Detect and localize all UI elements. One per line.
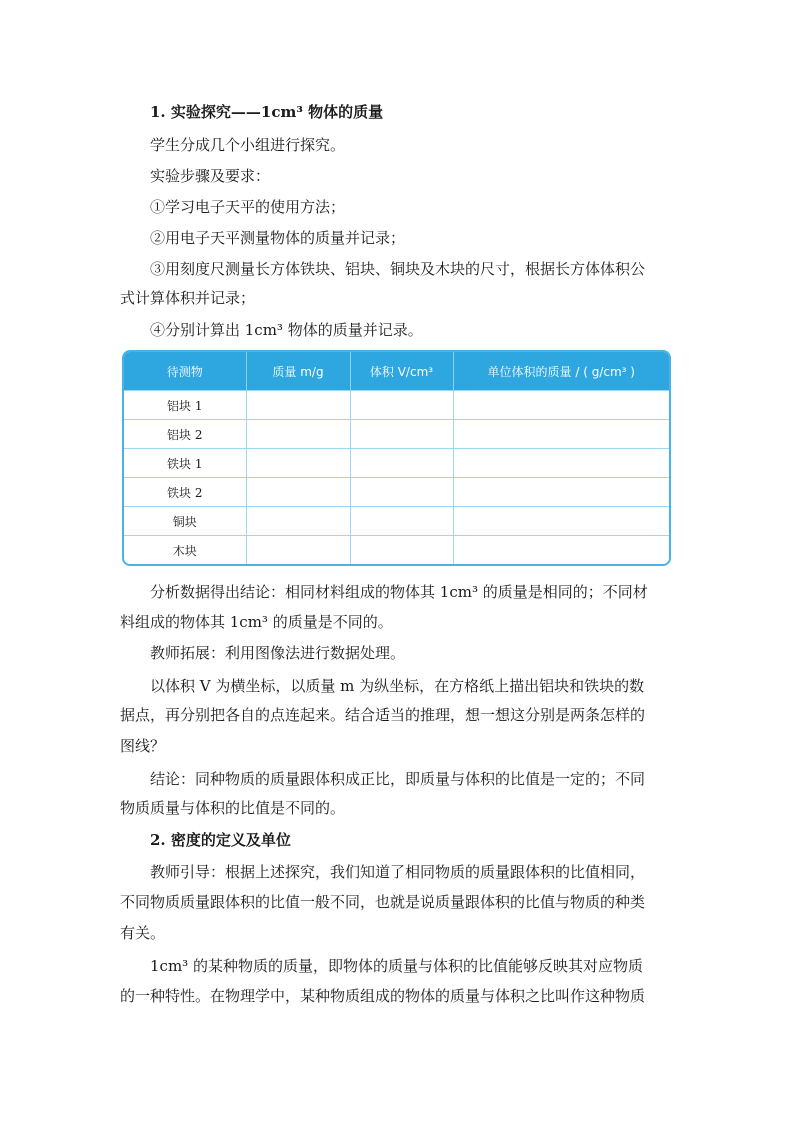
guide-line1: 教师引导：根据上述探究，我们知道了相同物质的质量跟体积的比值相同，: [150, 863, 646, 881]
step-2: ②用电子天平测量物体的质量并记录；: [150, 229, 406, 247]
guide-line2: 不同物质质量跟体积的比值一般不同，也就是说质量跟体积的比值与物质的种类: [120, 893, 646, 911]
steps-title: 实验步骤及要求：: [150, 167, 271, 185]
volume-cell: [350, 536, 453, 565]
table-row: [124, 420, 669, 449]
teacher-extension: 教师拓展：利用图像法进行数据处理。: [150, 644, 406, 662]
mass-cell: [246, 420, 350, 449]
table-row: [124, 391, 669, 420]
header-mass: 质量 m/g: [246, 352, 350, 391]
row-label: 铁块 1: [124, 449, 246, 478]
header-unit-mass: 单位体积的质量 / ( g/cm³ ): [453, 352, 669, 391]
table-row: [124, 478, 669, 507]
volume-cell: [350, 420, 453, 449]
row-label: 铝块 1: [124, 391, 246, 420]
table-header-row: [124, 352, 669, 391]
row-label: 铜块: [124, 507, 246, 536]
graph-line3: 图线？: [120, 737, 166, 755]
conclusion-line2: 物质质量与体积的比值是不同的。: [120, 799, 346, 817]
section2-heading: 2. 密度的定义及单位: [150, 831, 291, 849]
definition-line2: 的一种特性。在物理学中，某种物质组成的物体的质量与体积之比叫作这种物质: [120, 987, 646, 1005]
volume-cell: [350, 478, 453, 507]
intro-text: 学生分成几个小组进行探究。: [150, 136, 346, 154]
table-row: [124, 536, 669, 565]
analysis-line2: 料组成的物体其 1cm³ 的质量是不同的。: [120, 613, 393, 631]
analysis-line1: 分析数据得出结论：相同材料组成的物体其 1cm³ 的质量是相同的；不同材: [150, 583, 648, 601]
unit-mass-cell: [453, 449, 669, 478]
row-label: 铝块 2: [124, 420, 246, 449]
guide-line3: 有关。: [120, 924, 166, 942]
unit-mass-cell: [453, 478, 669, 507]
step-4: ④分别计算出 1cm³ 物体的质量并记录。: [150, 321, 423, 339]
row-label: 铁块 2: [124, 478, 246, 507]
step-3-line2: 式计算体积并记录；: [120, 289, 256, 307]
volume-cell: [350, 391, 453, 420]
mass-cell: [246, 507, 350, 536]
unit-mass-cell: [453, 391, 669, 420]
section1-heading: 1. 实验探究——1cm³ 物体的质量: [150, 103, 384, 121]
graph-line2: 据点，再分别把各自的点连起来。结合适当的推理，想一想这分别是两条怎样的: [120, 706, 646, 724]
table-row: [124, 449, 669, 478]
volume-cell: [350, 449, 453, 478]
conclusion-line1: 结论：同种物质的质量跟体积成正比，即质量与体积的比值是一定的；不同: [150, 770, 646, 788]
row-label: 木块: [124, 536, 246, 565]
volume-cell: [350, 507, 453, 536]
unit-mass-cell: [453, 420, 669, 449]
mass-cell: [246, 391, 350, 420]
mass-cell: [246, 478, 350, 507]
step-1: ①学习电子天平的使用方法；: [150, 198, 346, 216]
unit-mass-cell: [453, 507, 669, 536]
data-table: [122, 350, 671, 566]
definition-line1: 1cm³ 的某种物质的质量，即物体的质量与体积的比值能够反映其对应物质: [150, 957, 643, 975]
step-3-line1: ③用刻度尺测量长方体铁块、铝块、铜块及木块的尺寸，根据长方体体积公: [150, 260, 646, 278]
header-object: 待测物: [124, 352, 246, 391]
header-volume: 体积 V/cm³: [350, 352, 453, 391]
mass-cell: [246, 449, 350, 478]
graph-line1: 以体积 V 为横坐标，以质量 m 为纵坐标，在方格纸上描出铝块和铁块的数: [150, 677, 645, 695]
mass-cell: [246, 536, 350, 565]
table-row: [124, 507, 669, 536]
unit-mass-cell: [453, 536, 669, 565]
